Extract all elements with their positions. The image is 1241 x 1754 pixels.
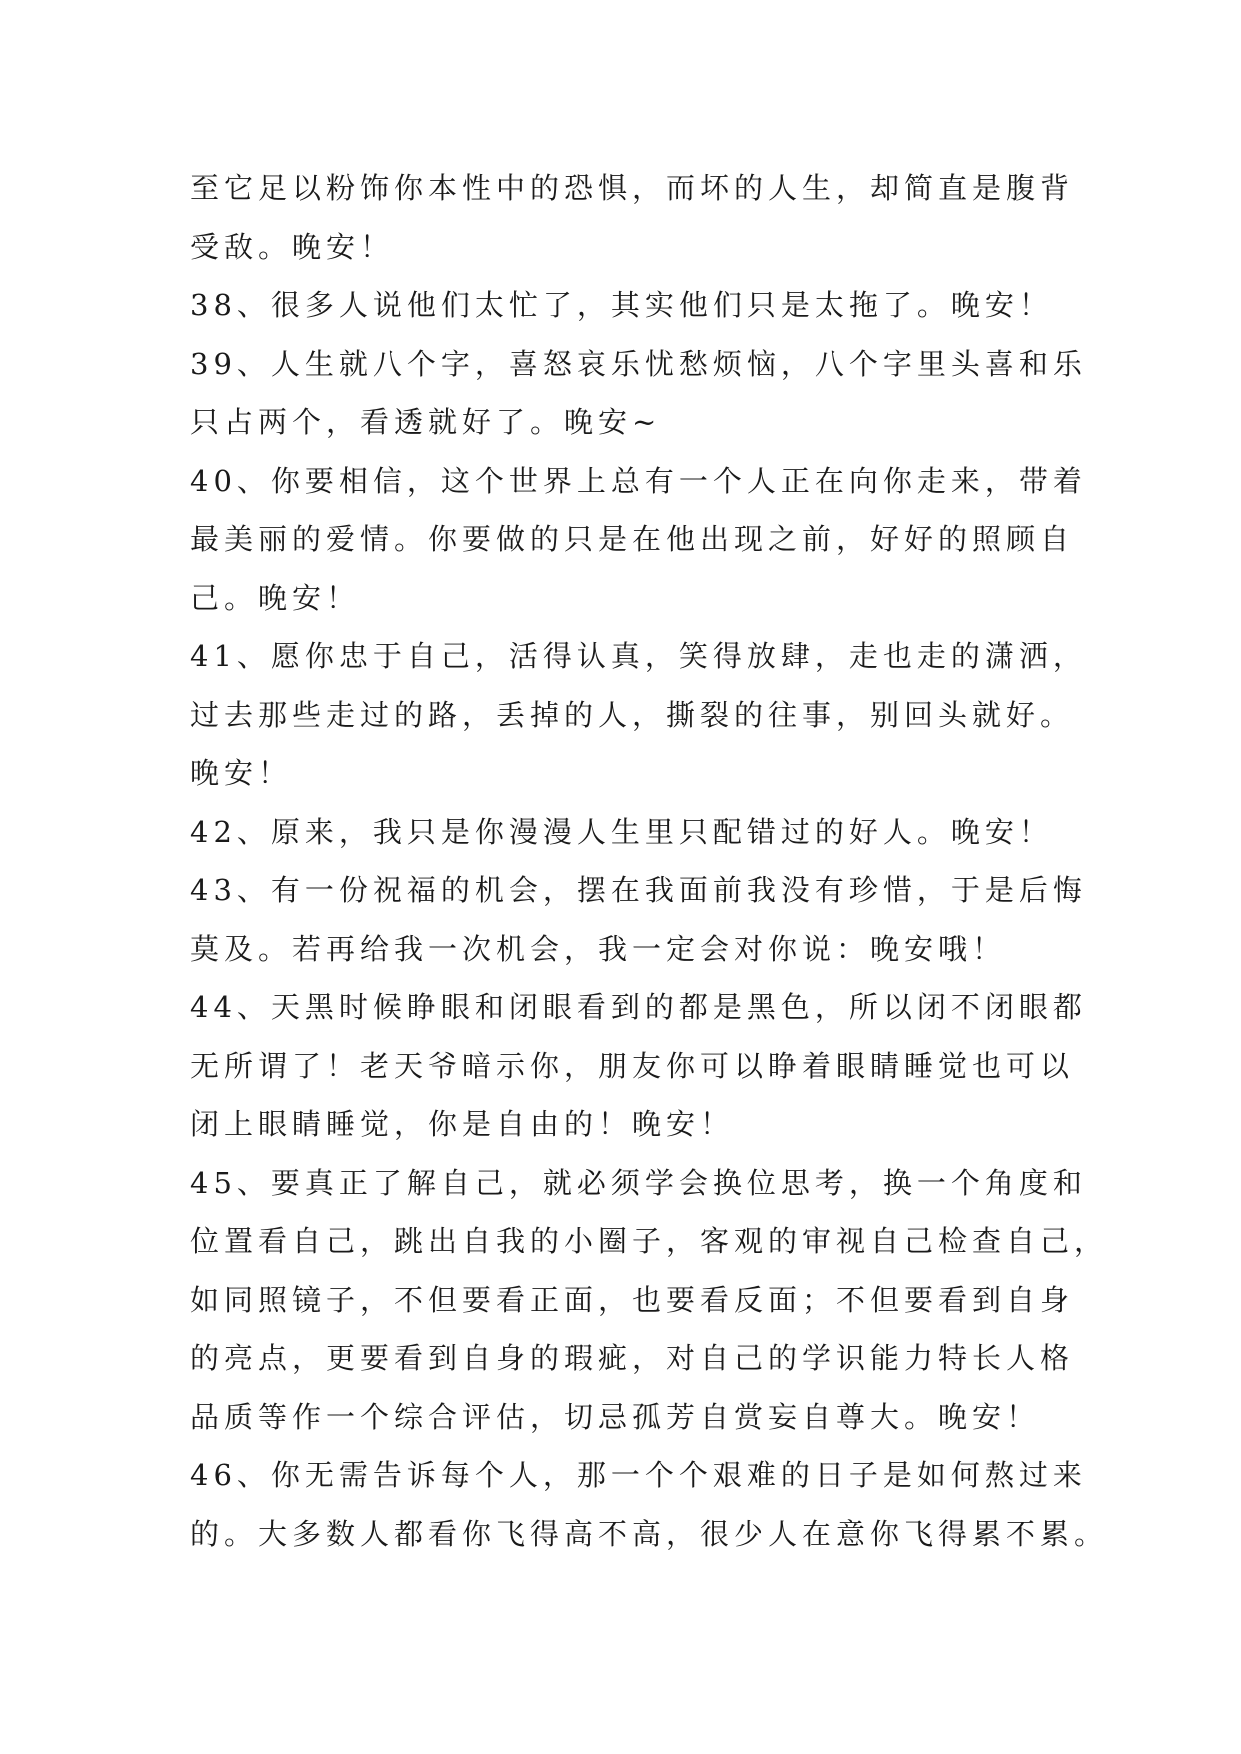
text-line: 品质等作一个综合评估，切忌孤芳自赏妄自尊大。晚安！ — [190, 1399, 1041, 1434]
text-line: 45、要真正了解自己，就必须学会换位思考，换一个角度和 — [190, 1165, 1087, 1200]
text-line: 44、天黑时候睁眼和闭眼看到的都是黑色，所以闭不闭眼都 — [190, 990, 1087, 1024]
text-line: 过去那些走过的路，丢掉的人，撕裂的往事，别回头就好。 — [190, 697, 1075, 732]
text-line: 己。晚安！ — [190, 580, 361, 615]
text-line: 42、原来，我只是你漫漫人生里只配错过的好人。晚安！ — [190, 814, 1053, 849]
text-line: 39、人生就八个字，喜怒哀乐忧愁烦恼，八个字里头喜和乐 — [190, 346, 1087, 381]
text-line: 只占两个，看透就好了。晚安~ — [190, 405, 662, 439]
text-line: 最美丽的爱情。你要做的只是在他出现之前，好好的照顾自 — [190, 522, 1075, 556]
text-line: 受敌。晚安！ — [190, 229, 395, 264]
text-line: 40、你要相信，这个世界上总有一个人正在向你走来，带着 — [190, 463, 1087, 498]
text-line: 41、愿你忠于自己，活得认真，笑得放肆，走也走的潇洒， — [190, 639, 1087, 673]
text-line: 的亮点，更要看到自身的瑕疵，对自己的学识能力特长人格 — [190, 1341, 1075, 1375]
document-body — [190, 159, 1109, 1563]
text-line: 位置看自己，跳出自我的小圈子，客观的审视自己检查自己， — [190, 1224, 1109, 1258]
text-line: 46、你无需告诉每个人，那一个个艰难的日子是如何熬过来 — [190, 1458, 1087, 1492]
text-line: 至它足以粉饰你本性中的恐惧，而坏的人生，却简直是腹背 — [190, 171, 1075, 205]
text-line: 38、很多人说他们太忙了，其实他们只是太拖了。晚安！ — [190, 288, 1053, 322]
text-line: 无所谓了！老天爷暗示你，朋友你可以睁着眼睛睡觉也可以 — [190, 1048, 1075, 1083]
text-line: 如同照镜子，不但要看正面，也要看反面；不但要看到自身 — [190, 1282, 1075, 1317]
text-line: 晚安！ — [190, 756, 293, 790]
text-line: 莫及。若再给我一次机会，我一定会对你说：晚安哦！ — [190, 931, 1007, 966]
text-line: 43、有一份祝福的机会，摆在我面前我没有珍惜，于是后悔 — [190, 873, 1087, 907]
text-line: 的。大多数人都看你飞得高不高，很少人在意你飞得累不累。 — [190, 1516, 1109, 1551]
text-line: 闭上眼睛睡觉，你是自由的！晚安！ — [190, 1107, 735, 1141]
